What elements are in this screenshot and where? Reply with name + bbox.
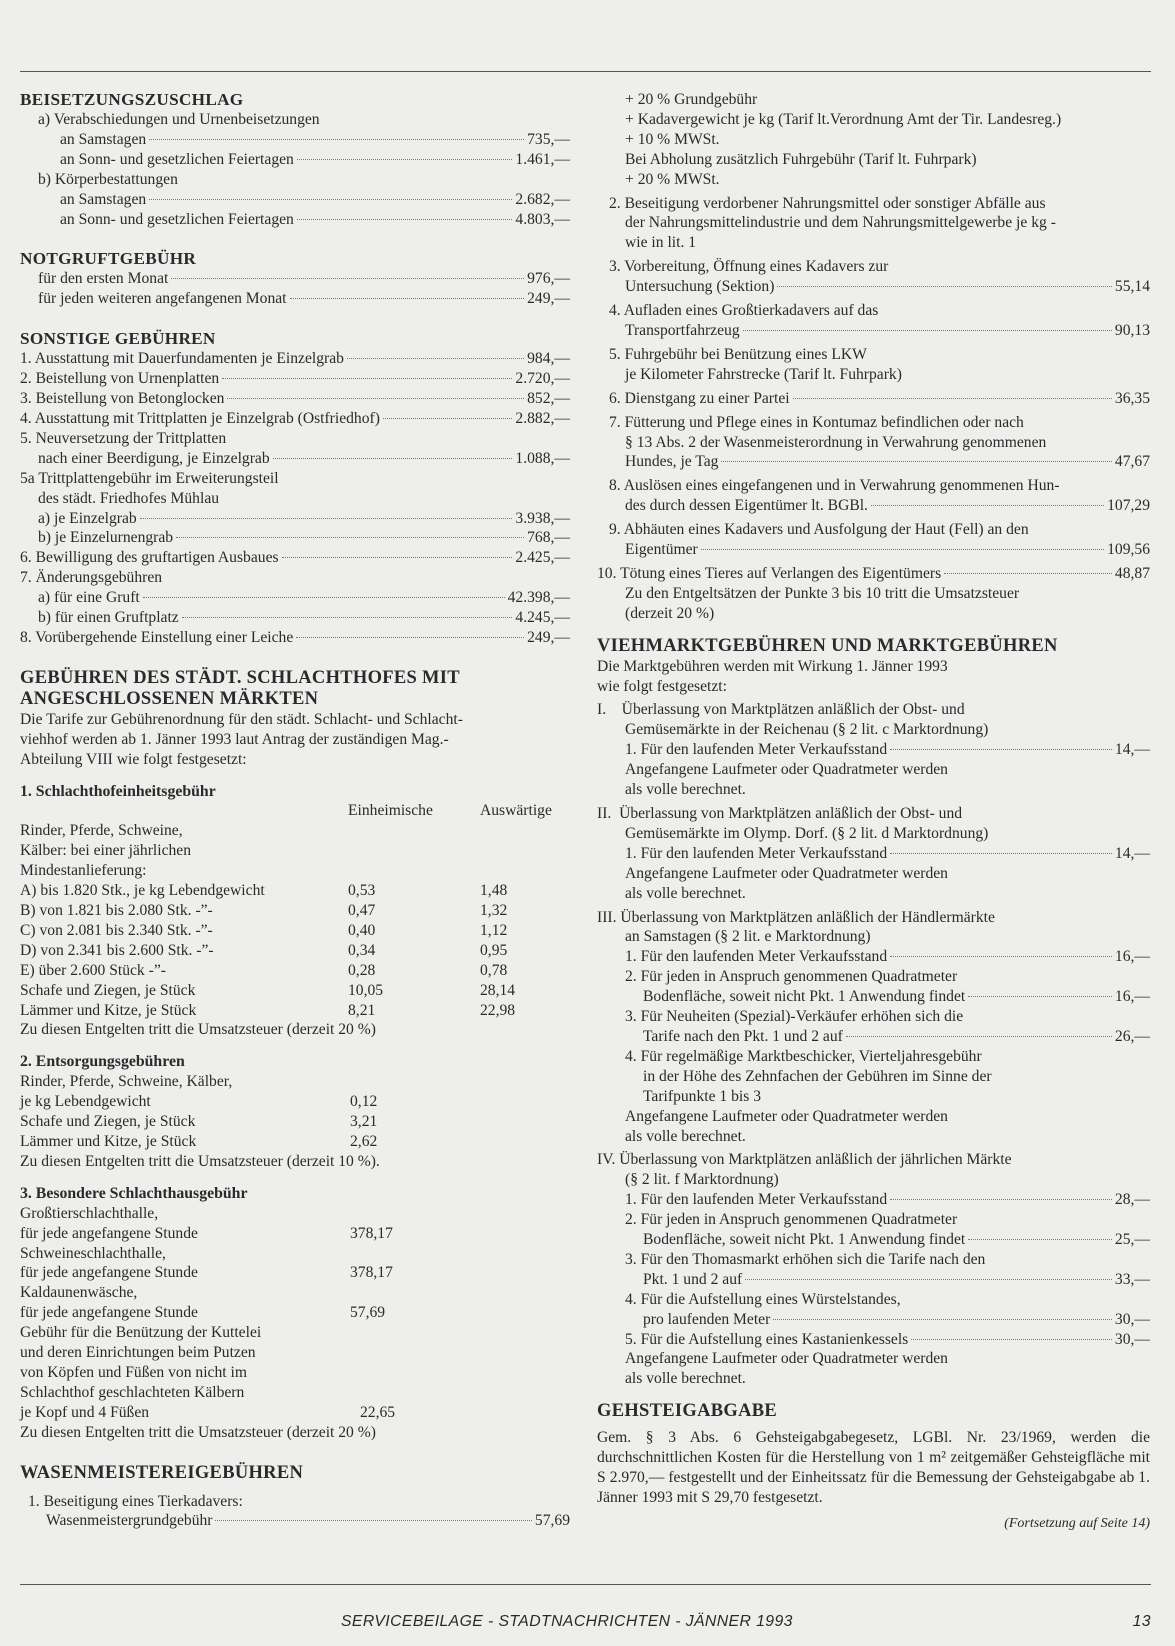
text-line: Bei Abholung zusätzlich Fuhrgebühr (Tarif lt. Fuhrpark) <box>625 150 977 168</box>
page-footer <box>0 1612 1151 1632</box>
text-line: Gemüsemärkte in der Reichenau (§ 2 lit. c Marktordnung) <box>625 721 989 739</box>
text-line: 7. Änderungsgebühren <box>20 569 163 587</box>
text-line: (§ 2 lit. f Marktordnung) <box>625 1171 779 1189</box>
text-line: Angefangene Laufmeter oder Quadratmeter werden <box>625 1107 948 1125</box>
text-line: II. Überlassung von Marktplätzen anläßlich der Obst- und <box>597 805 963 822</box>
table-cell: Lämmer und Kitze, je Stück <box>20 1132 197 1150</box>
subheading: 1. Schlachthofeinheitsgebühr <box>20 782 216 800</box>
fee-row: Pkt. 1 und 2 auf 33,— <box>643 1270 1150 1288</box>
table-cell: 0,34 <box>348 941 376 959</box>
column-header: Auswärtige <box>480 802 552 820</box>
text-line: 2. Beseitigung verdorbener Nahrungsmittel oder sonstiger Abfälle aus <box>609 194 1046 212</box>
table-cell: C) von 2.081 bis 2.340 Stk. -”- <box>20 921 213 939</box>
fee-row: Wasenmeistergrundgebühr 57,69 <box>46 1512 570 1530</box>
text-line: als volle berechnet. <box>625 781 746 799</box>
fee-row: 6. Dienstgang zu einer Partei 36,35 <box>609 389 1150 407</box>
text-line: in der Höhe des Zehnfachen der Gebühren im Sinne der <box>643 1067 992 1085</box>
table-cell: 0,47 <box>348 902 376 919</box>
text-line: 8. Auslösen eines eingefangenen und in Verwahrung genommenen Hun- <box>609 477 1060 495</box>
heading-beisetzungszuschlag: BEISETZUNGSZUSCHLAG <box>20 90 244 109</box>
text-line: Mindestanlieferung: <box>20 862 147 880</box>
heading-schlachthof-1: GEBÜHREN DES STÄDT. SCHLACHTHOFES MIT <box>20 667 460 688</box>
fee-row: an Samstagen 2.682,— <box>60 190 570 208</box>
text-line: 7. Fütterung und Pflege eines in Kontumaz befindlichen oder nach <box>609 413 1024 431</box>
table-cell: 1,12 <box>480 921 508 939</box>
text-line: je Kilometer Fahrstrecke (Tarif lt. Fuhrpark) <box>625 365 902 383</box>
text-line: + Kadavergewicht je kg (Tarif lt.Verordnung Amt der Tir. Landesreg.) <box>625 110 1062 128</box>
fee-row: b) für einen Gruftplatz 4.245,— <box>38 609 570 627</box>
text-line: Gemüsemärkte im Olymp. Dorf. (§ 2 lit. d Marktordnung) <box>625 824 989 842</box>
text-line: viehhof werden ab 1. Jänner 1993 laut Antrag der zuständigen Mag.- <box>20 730 449 748</box>
fee-row: 1. Für den laufenden Meter Verkaufsstand 16,— <box>625 948 1150 966</box>
table-cell: 0,95 <box>480 941 508 959</box>
column-header: Einheimische <box>348 802 433 820</box>
text-line: als volle berechnet. <box>625 884 746 902</box>
text-line: Tarifpunkte 1 bis 3 <box>643 1087 762 1105</box>
text-line: Angefangene Laufmeter oder Quadratmeter werden <box>625 761 948 779</box>
table-cell: 0,28 <box>348 961 376 979</box>
table-cell: 0,40 <box>348 921 376 939</box>
text-line: Schlachthof geschlachteten Kälbern <box>20 1383 245 1401</box>
fee-row: 1. Für den laufenden Meter Verkaufsstand 28,— <box>625 1191 1150 1209</box>
table-row: für jede angefangene Stunde 57,69 <box>20 1304 386 1322</box>
text-line: 2. Für jeden in Anspruch genommenen Quadratmeter <box>625 1211 958 1229</box>
text-line: a) Verabschiedungen und Urnenbeisetzungen <box>38 111 320 128</box>
top-rule <box>20 71 1151 72</box>
left-column <box>20 90 570 1531</box>
table-cell: 1,32 <box>480 902 508 919</box>
text-line: wie in lit. 1 <box>625 234 697 252</box>
right-column <box>597 90 1150 1534</box>
text-line: 5. Neuversetzung der Trittplatten <box>20 429 227 447</box>
text-line: Zu diesen Entgelten tritt die Umsatzsteuer (derzeit 20 %) <box>20 1423 376 1441</box>
table-cell: E) über 2.600 Stück -”- <box>20 961 166 979</box>
table-cell: D) von 2.341 bis 2.600 Stk. -”- <box>20 941 214 959</box>
table-cell: A) bis 1.820 Stk., je kg Lebendgewicht <box>20 882 265 900</box>
text-line: § 13 Abs. 2 der Wasenmeisterordnung in Verwahrung genommenen <box>625 433 1047 451</box>
text-line: + 20 % Grundgebühr <box>625 91 758 108</box>
text-line: 9. Abhäuten eines Kadavers und Ausfolgung der Haut (Fell) an den <box>609 521 1029 539</box>
table-entsorgung <box>20 1092 570 1152</box>
fee-row: an Sonn- und gesetzlichen Feiertagen 4.803,— <box>60 210 570 228</box>
table-cell: 2,62 <box>350 1132 378 1150</box>
fee-row: 1. Ausstattung mit Dauerfundamenten je Einzelgrab 984,— <box>20 350 570 368</box>
fee-row: für den ersten Monat 976,— <box>38 270 570 288</box>
text-line: wie folgt festgesetzt: <box>597 677 727 695</box>
table-row: je Kopf und 4 Füßen 22,65 <box>20 1403 396 1421</box>
fee-row: Tarife nach den Pkt. 1 und 2 auf 26,— <box>643 1027 1150 1045</box>
text-line: Abteilung VIII wie folgt festgesetzt: <box>20 750 247 768</box>
text-line: der Nahrungsmittelindustrie und dem Nahrungsmittelgewerbe je kg - <box>625 214 1056 232</box>
text-line: 5a Trittplattengebühr im Erweiterungsteil <box>20 469 279 487</box>
text-line: Angefangene Laufmeter oder Quadratmeter werden <box>625 864 948 882</box>
table-cell: 10,05 <box>348 981 384 999</box>
fee-row: a) für eine Gruft 42.398,— <box>38 589 570 607</box>
fee-row: an Sonn- und gesetzlichen Feiertagen 1.461,— <box>60 150 570 168</box>
fee-row: Bodenfläche, soweit nicht Pkt. 1 Anwendung findet 25,— <box>643 1231 1150 1249</box>
table-cell: 28,14 <box>480 981 516 999</box>
table-cell: 1,48 <box>480 882 508 900</box>
text-line: und deren Einrichtungen beim Putzen <box>20 1344 256 1362</box>
fee-row: 1. Für den laufenden Meter Verkaufsstand 14,— <box>625 741 1150 759</box>
text-line: Kaldaunenwäsche, <box>20 1284 138 1302</box>
text-line: Zu diesen Entgelten tritt die Umsatzsteuer (derzeit 10 %). <box>20 1152 380 1170</box>
heading-notgruftgebuehr: NOTGRUFTGEBÜHR <box>20 249 197 269</box>
fee-row: a) je Einzelgrab 3.938,— <box>38 509 570 527</box>
text-line: Kälber: bei einer jährlichen <box>20 842 192 860</box>
text-line: IV. Überlassung von Marktplätzen anläßlich der jährlichen Märkte <box>597 1151 1012 1169</box>
fee-row: Untersuchung (Sektion) 55,14 <box>625 278 1150 296</box>
text-line: Großtierschlachthalle, <box>20 1204 159 1222</box>
text-line: 2. Für jeden in Anspruch genommenen Quadratmeter <box>625 968 958 986</box>
text-line: Zu den Entgeltsätzen der Punkte 3 bis 10 tritt die Umsatzsteuer <box>625 584 1020 602</box>
fee-row: Hundes, je Tag 47,67 <box>625 453 1150 471</box>
fee-row: b) je Einzelurnengrab 768,— <box>38 529 570 547</box>
text-line: Rinder, Pferde, Schweine, <box>20 822 183 840</box>
text-line: Zu diesen Entgelten tritt die Umsatzsteuer (derzeit 20 %) <box>20 1021 376 1039</box>
text-line: + 10 % MWSt. <box>625 130 720 148</box>
fee-row: 2. Beistellung von Urnenplatten 2.720,— <box>20 370 570 388</box>
fee-row: an Samstagen 735,— <box>60 130 570 148</box>
subheading: 3. Besondere Schlachthausgebühr <box>20 1184 248 1202</box>
text-line: 3. Für Neuheiten (Spezial)-Verkäufer erhöhen sich die <box>625 1008 964 1026</box>
text-line: 4. Für regelmäßige Marktbeschicker, Vierteljahresgebühr <box>625 1047 982 1065</box>
text-line: Schweineschlachthalle, <box>20 1244 166 1262</box>
heading-wasenmeister: WASENMEISTEREIGEBÜHREN <box>20 1462 304 1483</box>
table-cell: Schafe und Ziegen, je Stück <box>20 981 196 999</box>
text-line: 3. Für den Thomasmarkt erhöhen sich die Tarife nach den <box>625 1250 986 1268</box>
bottom-rule <box>20 1584 1151 1585</box>
text-line: Gebühr für die Benützung der Kuttelei <box>20 1324 262 1342</box>
fee-row: 10. Tötung eines Tieres auf Verlangen des Eigentümers 48,87 <box>597 564 1150 582</box>
fee-row: Bodenfläche, soweit nicht Pkt. 1 Anwendung findet 16,— <box>643 988 1150 1006</box>
table-cell: je kg Lebendgewicht <box>20 1093 151 1111</box>
heading-schlachthof-2: ANGESCHLOSSENEN MÄRKTEN <box>20 688 319 709</box>
paragraph-gehsteig: Gem. § 3 Abs. 6 Gehsteigabgabegesetz, LGBl. Nr. 23/1969, werden die durchschnittlichen Kosten für die Herstellung von 1 m² zeitgemäßer Gehsteigfläche mit S 2.970,— festgestellt und der Einheitssatz für die Bemessung der Gehsteigabgabe ab 1. Jänner 1993 mit S 29,70 festgesetzt. <box>597 1429 1150 1506</box>
text-line: als volle berechnet. <box>625 1370 746 1388</box>
footer-title: SERVICEBEILAGE - STADTNACHRICHTEN - JÄNNER 1993 <box>340 1613 793 1630</box>
text-line: 4. Aufladen eines Großtierkadavers auf das <box>609 302 879 320</box>
heading-gehsteigabgabe: GEHSTEIGABGABE <box>597 1401 778 1422</box>
text-line: III. Überlassung von Marktplätzen anläßlich der Händlermärkte <box>597 908 995 926</box>
table-cell: 3,21 <box>350 1113 378 1131</box>
table-cell: 0,53 <box>348 882 376 900</box>
text-line: 5. Fuhrgebühr bei Benützung eines LKW <box>609 345 867 363</box>
text-line: Angefangene Laufmeter oder Quadratmeter werden <box>625 1350 948 1368</box>
fee-row: des durch dessen Eigentümer lt. BGBl. 107,29 <box>625 497 1150 515</box>
fee-row: 6. Bewilligung des gruftartigen Ausbaues 2.425,— <box>20 549 570 567</box>
fee-row: 1. Für den laufenden Meter Verkaufsstand 14,— <box>625 844 1150 862</box>
table-cell: Schafe und Ziegen, je Stück <box>20 1113 196 1131</box>
fee-row: 3. Beistellung von Betonglocken 852,— <box>20 390 570 408</box>
text-line: 3. Vorbereitung, Öffnung eines Kadavers zur <box>609 258 889 276</box>
text-line: + 20 % MWSt. <box>625 170 720 188</box>
text-line: b) Körperbestattungen <box>38 170 178 188</box>
fee-row: 4. Ausstattung mit Trittplatten je Einzelgrab (Ostfriedhof) 2.882,— <box>20 409 570 427</box>
page-number: 13 <box>1132 1613 1151 1630</box>
text-line: als volle berechnet. <box>625 1127 746 1145</box>
table-row: für jede angefangene Stunde 378,17 <box>20 1264 393 1282</box>
heading-sonstige-gebuehren: SONSTIGE GEBÜHREN <box>20 329 216 349</box>
text-line: Die Marktgebühren werden mit Wirkung 1. Jänner 1993 <box>597 657 948 675</box>
fee-row: für jeden weiteren angefangenen Monat 249,— <box>38 290 570 308</box>
text-line: I. Überlassung von Marktplätzen anläßlich der Obst- und <box>597 701 965 719</box>
text-line: Rinder, Pferde, Schweine, Kälber, <box>20 1073 233 1091</box>
continuation-note: (Fortsetzung auf Seite 14) <box>1004 1515 1150 1531</box>
text-line: Die Tarife zur Gebührenordnung für den städt. Schlacht- und Schlacht- <box>20 710 463 728</box>
table-cell: Lämmer und Kitze, je Stück <box>20 1001 197 1019</box>
table-schlachthofgebuehr <box>20 801 570 821</box>
fee-row: Transportfahrzeug 90,13 <box>625 321 1150 339</box>
fee-row: pro laufenden Meter 30,— <box>643 1310 1150 1328</box>
table-row: für jede angefangene Stunde 378,17 <box>20 1224 393 1242</box>
text-line: 1. Beseitigung eines Tierkadavers: <box>28 1492 243 1510</box>
fee-row: 8. Vorübergehende Einstellung einer Leiche 249,— <box>20 628 570 646</box>
fee-row: Eigentümer 109,56 <box>625 541 1150 559</box>
heading-viehmarkt: VIEHMARKTGEBÜHREN UND MARKTGEBÜHREN <box>597 635 1058 656</box>
table-rows <box>20 881 570 1020</box>
text-line: des städt. Friedhofes Mühlau <box>38 489 220 507</box>
fee-row: nach einer Beerdigung, je Einzelgrab 1.088,— <box>38 449 570 467</box>
fee-row: 5. Für die Aufstellung eines Kastanienkessels 30,— <box>625 1330 1150 1348</box>
table-cell: 8,21 <box>348 1001 376 1019</box>
text-line: an Samstagen (§ 2 lit. e Marktordnung) <box>625 928 871 946</box>
table-cell: B) von 1.821 bis 2.080 Stk. -”- <box>20 902 213 919</box>
text-line: von Köpfen und Füßen von nicht im <box>20 1363 247 1381</box>
text-line: 4. Für die Aufstellung eines Würstelstandes, <box>625 1290 901 1308</box>
text-line: (derzeit 20 %) <box>625 604 715 622</box>
subheading: 2. Entsorgungsgebühren <box>20 1053 185 1071</box>
table-cell: 0,78 <box>480 961 508 979</box>
table-cell: 0,12 <box>350 1093 378 1111</box>
table-cell: 22,98 <box>480 1001 516 1019</box>
